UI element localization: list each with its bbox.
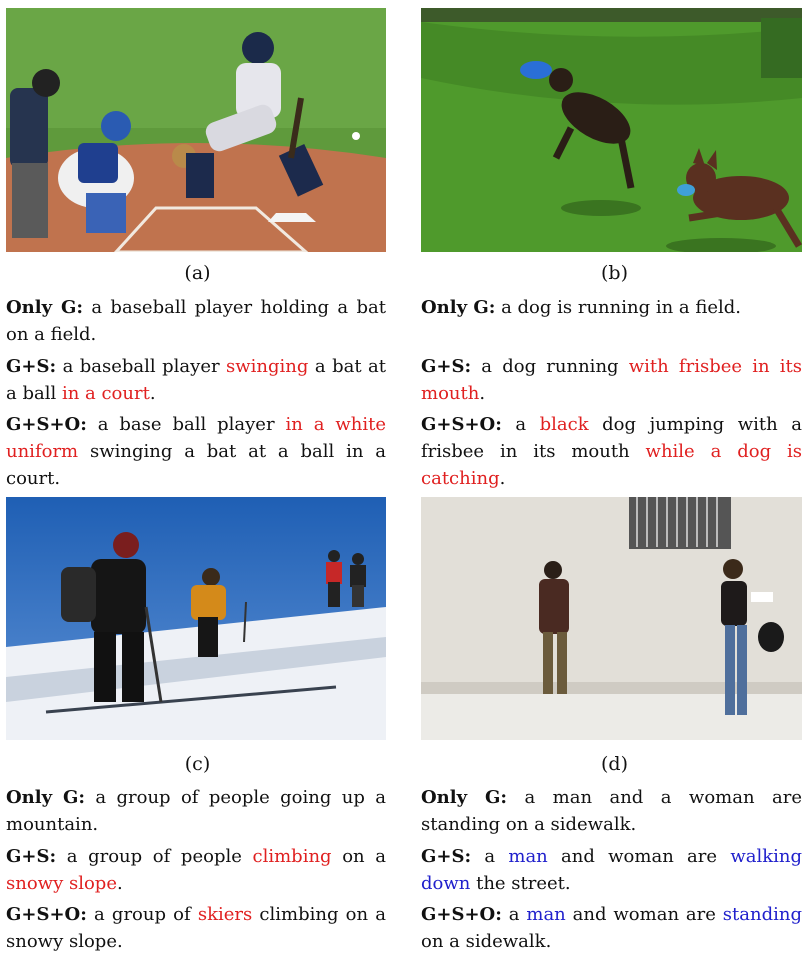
- caption-prefix: G+S+O:: [6, 414, 87, 435]
- highlight-red: in a white uniform: [6, 414, 387, 462]
- caption-prefix: G+S:: [421, 846, 472, 867]
- photo-skiers: [6, 497, 386, 740]
- panel-label: (d): [601, 753, 628, 775]
- caption-text: a group of people: [56, 846, 253, 867]
- caption-text: on a: [331, 846, 386, 867]
- caption-prefix: G+S:: [6, 356, 57, 377]
- highlight-blue: man: [508, 846, 548, 867]
- caption-g-s-o: [421, 901, 802, 955]
- highlight-red: while a dog is catching: [421, 441, 802, 489]
- caption-g-s: [421, 843, 802, 897]
- caption-text: a man and a woman are standing on a sidewalk.: [421, 787, 802, 835]
- caption-text: a: [501, 904, 527, 925]
- caption-text: a bat at a ball: [6, 356, 386, 404]
- caption-prefix: Only G:: [6, 787, 86, 808]
- highlight-red: with frisbee in its mouth: [421, 356, 802, 404]
- caption-text: a baseball player holding a bat on a field.: [6, 297, 386, 345]
- caption-text: a group of: [86, 904, 198, 925]
- highlight-blue: walking down: [421, 846, 802, 894]
- caption-g-s-o: [6, 901, 386, 955]
- panel-label: (c): [184, 753, 211, 775]
- panel-c: [0, 0, 395, 958]
- caption-g-s: [6, 843, 386, 897]
- caption-prefix: Only G:: [421, 297, 496, 318]
- highlight-red: in a court: [61, 383, 150, 404]
- caption-prefix: G+S+O:: [421, 414, 502, 435]
- caption-only-g: [6, 784, 386, 838]
- caption-text: the street.: [470, 873, 571, 894]
- caption-text: .: [479, 383, 486, 404]
- caption-prefix: G+S:: [421, 356, 472, 377]
- caption-text: .: [499, 468, 506, 489]
- caption-prefix: G+S+O:: [421, 904, 502, 925]
- highlight-red: skiers: [197, 904, 253, 925]
- caption-text: on a sidewalk.: [421, 931, 552, 952]
- caption-prefix: Only G:: [6, 297, 83, 318]
- caption-text: .: [116, 873, 123, 894]
- panel-label: (a): [184, 262, 211, 284]
- caption-text: a dog running: [471, 356, 629, 377]
- caption-only-g: [421, 784, 802, 838]
- highlight-red: swinging: [226, 356, 309, 377]
- highlight-red: climbing: [252, 846, 332, 867]
- caption-text: a base ball player: [86, 414, 286, 435]
- highlight-red: snowy slope: [6, 873, 117, 894]
- caption-text: a baseball player: [56, 356, 227, 377]
- caption-text: a: [501, 414, 540, 435]
- highlight-red: black: [539, 414, 589, 435]
- caption-prefix: G+S:: [6, 846, 57, 867]
- caption-text: a dog is running in a field.: [495, 297, 742, 318]
- highlight-blue: standing: [722, 904, 802, 925]
- photo-sidewalk: [421, 497, 802, 740]
- caption-text: and woman are: [547, 846, 731, 867]
- caption-prefix: Only G:: [421, 787, 508, 808]
- caption-text: .: [149, 383, 156, 404]
- caption-text: climbing on a snowy slope.: [6, 904, 386, 952]
- caption-text: dog jumping with a frisbee in its mouth: [421, 414, 802, 462]
- caption-prefix: G+S+O:: [6, 904, 87, 925]
- caption-text: and woman are: [565, 904, 723, 925]
- caption-text: a: [471, 846, 509, 867]
- panel-d: [400, 0, 809, 958]
- highlight-blue: man: [526, 904, 566, 925]
- caption-text: swinging a bat at a ball in a court.: [6, 441, 386, 489]
- panel-label: (b): [601, 262, 628, 284]
- caption-text: a group of people going up a mountain.: [6, 787, 386, 835]
